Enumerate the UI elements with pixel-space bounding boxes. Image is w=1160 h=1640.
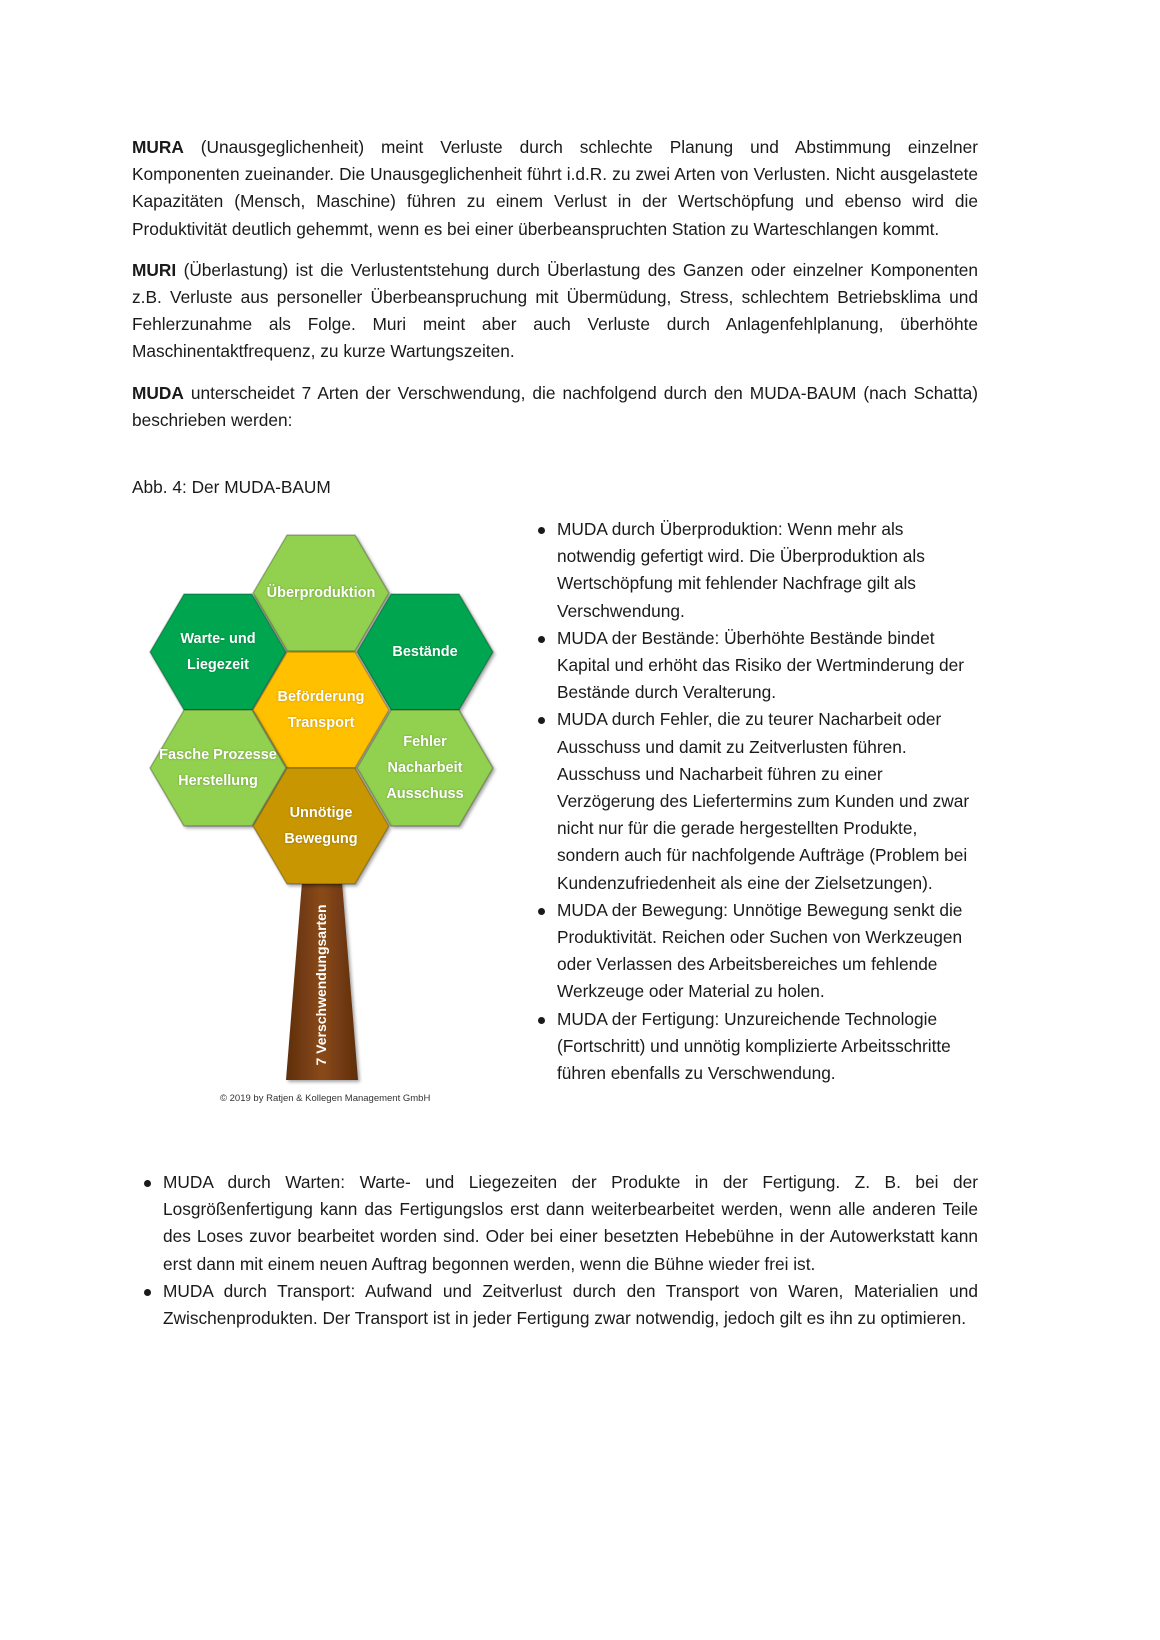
list-item-warten: MUDA durch Warten: Warte- und Liegezeiten der Produkte in der Fertigung. Z. B. bei der Losgrößenfertigung kann das Fertigungslos erst dann weiterbearbeitet werden, wenn alle anderen Teile des Loses zuvor bearbeitet worden sind. Oder bei einer besetzten Hebebühne in der Autowerkstatt kann erst dann mit einem neuen Auftrag begonnen werden, wenn die Bühne wieder frei ist. bbox=[140, 1169, 978, 1278]
list-item-transport: MUDA durch Transport: Aufwand und Zeitverlust durch den Transport von Waren, Materialien und Zwischenprodukten. Der Transport ist in jeder Fertigung zwar notwendig, jedoch gilt es ihn zu optimieren. bbox=[140, 1278, 978, 1332]
term-muda: MUDA bbox=[132, 382, 184, 403]
document-body bbox=[132, 134, 978, 448]
bullet-icon bbox=[538, 1017, 545, 1024]
list-item-fehler: MUDA durch Fehler, die zu teurer Nacharbeit oder Ausschuss und damit zu Zeitverlusten führen. Ausschuss und Nacharbeit führen zu einer Verzögerung des Liefertermins zum Kunden und zwar nicht nur für die gerade hergestellten Produkte, sondern auch für nachfolgende Aufträge (Problem bei Kundenzufriedenheit als eine der Zielsetzungen). bbox=[534, 706, 984, 896]
paragraph-mura-text: (Unausgeglichenheit) meint Verluste durch schlechte Planung und Abstimmung einzelner Komponenten zueinander. Die Unausgeglichenheit führt i.d.R. zu zwei Arten von Verlusten. Nicht ausgelastete Kapazitäten (Mensch, Maschine) führen zu einem Verlust in der Wertschöpfung und ebenso wird die Produktivität deutlich gehemmt, wenn es bei einer überbeanspruchten Station zu Warteschlangen kommt. bbox=[132, 137, 978, 239]
paragraph-muda-text: unterscheidet 7 Arten der Verschwendung, die nachfolgend durch den MUDA-BAUM (nach Schatta) beschrieben werden: bbox=[132, 382, 978, 430]
muda-types-list-bottom bbox=[140, 1169, 978, 1332]
bullet-icon bbox=[538, 908, 545, 915]
list-item-bewegung: MUDA der Bewegung: Unnötige Bewegung senkt die Produktivität. Reichen oder Suchen von Werkzeugen oder Verlassen des Arbeitsbereiches um fehlende Werkzeuge oder Material zu holen. bbox=[534, 897, 984, 1006]
paragraph-mura bbox=[132, 134, 978, 243]
hexagon-label-line: Unnötige bbox=[289, 805, 353, 821]
muda-types-list-right bbox=[534, 516, 984, 1087]
paragraph-muri-text: (Überlastung) ist die Verlustentstehung durch Überlastung des Ganzen oder einzelner Komponenten z.B. Verluste aus personeller Überbeanspruchung mit Übermüdung, Stress, schlechtem Betriebsklima und Fehlerzunahme als Folge. Muri meint aber auch Verluste durch Anlagenfehlplanung, überhöhte Maschinentaktfrequenz, zu kurze Wartungszeiten. bbox=[132, 259, 978, 362]
term-mura: MURA bbox=[132, 137, 184, 157]
hexagon-label-fasche-prozesse bbox=[153, 742, 283, 794]
hexagon-label-ueberproduktion bbox=[256, 580, 386, 606]
bullet-icon bbox=[538, 636, 545, 643]
hexagon-label-line: Nacharbeit bbox=[387, 760, 463, 776]
bullet-icon bbox=[144, 1180, 151, 1187]
hexagon-label-bestaende bbox=[360, 639, 490, 665]
hexagon-label-line: Fasche Prozesse bbox=[159, 747, 277, 763]
term-muri: MURI bbox=[132, 259, 177, 280]
hexagon-label-line: Bestände bbox=[392, 644, 458, 660]
hexagon-label-line: Fehler bbox=[403, 734, 447, 750]
hexagon-label-line: Beförderung bbox=[277, 689, 365, 705]
hexagon-label-line: Überproduktion bbox=[266, 585, 376, 601]
paragraph-muda bbox=[132, 380, 978, 434]
list-item-bestaende: MUDA der Bestände: Überhöhte Bestände bindet Kapital und erhöht das Risiko der Wertminderung der Bestände durch Veralterung. bbox=[534, 625, 984, 707]
bullet-icon bbox=[538, 527, 545, 534]
hexagon-label-line: Bewegung bbox=[284, 831, 358, 847]
hexagon-label-unnoetige-bewegung bbox=[256, 800, 386, 852]
trunk-label: 7 Verschwendungsarten bbox=[313, 904, 329, 1066]
hexagon-label-warte-liegezeit bbox=[153, 626, 283, 678]
hexagon-label-fehler bbox=[360, 729, 490, 807]
hexagon-label-line: Warte- und bbox=[180, 631, 256, 647]
hexagon-label-line: Herstellung bbox=[178, 773, 258, 789]
hexagon-label-line: Liegezeit bbox=[186, 657, 250, 673]
list-item-fertigung: MUDA der Fertigung: Unzureichende Technologie (Fortschritt) und unnötig komplizierte Arbeitsschritte führen ebenfalls zu Verschwendung. bbox=[534, 1006, 984, 1088]
list-item-ueberproduktion: MUDA durch Überproduktion: Wenn mehr als notwendig gefertigt wird. Die Überproduktion als Wertschöpfung mit fehlender Nachfrage gilt als Verschwendung. bbox=[534, 516, 984, 625]
muda-tree-figure bbox=[140, 530, 510, 1120]
figure-caption: Abb. 4: Der MUDA-BAUM bbox=[132, 477, 331, 497]
bullet-icon bbox=[538, 717, 545, 724]
hexagon-label-line: Transport bbox=[287, 715, 355, 731]
bullet-icon bbox=[144, 1289, 151, 1296]
figure-copyright: © 2019 by Ratjen & Kollegen Management GmbH bbox=[220, 1093, 431, 1104]
paragraph-muri bbox=[132, 257, 978, 366]
hexagon-label-line: Ausschuss bbox=[386, 786, 464, 802]
